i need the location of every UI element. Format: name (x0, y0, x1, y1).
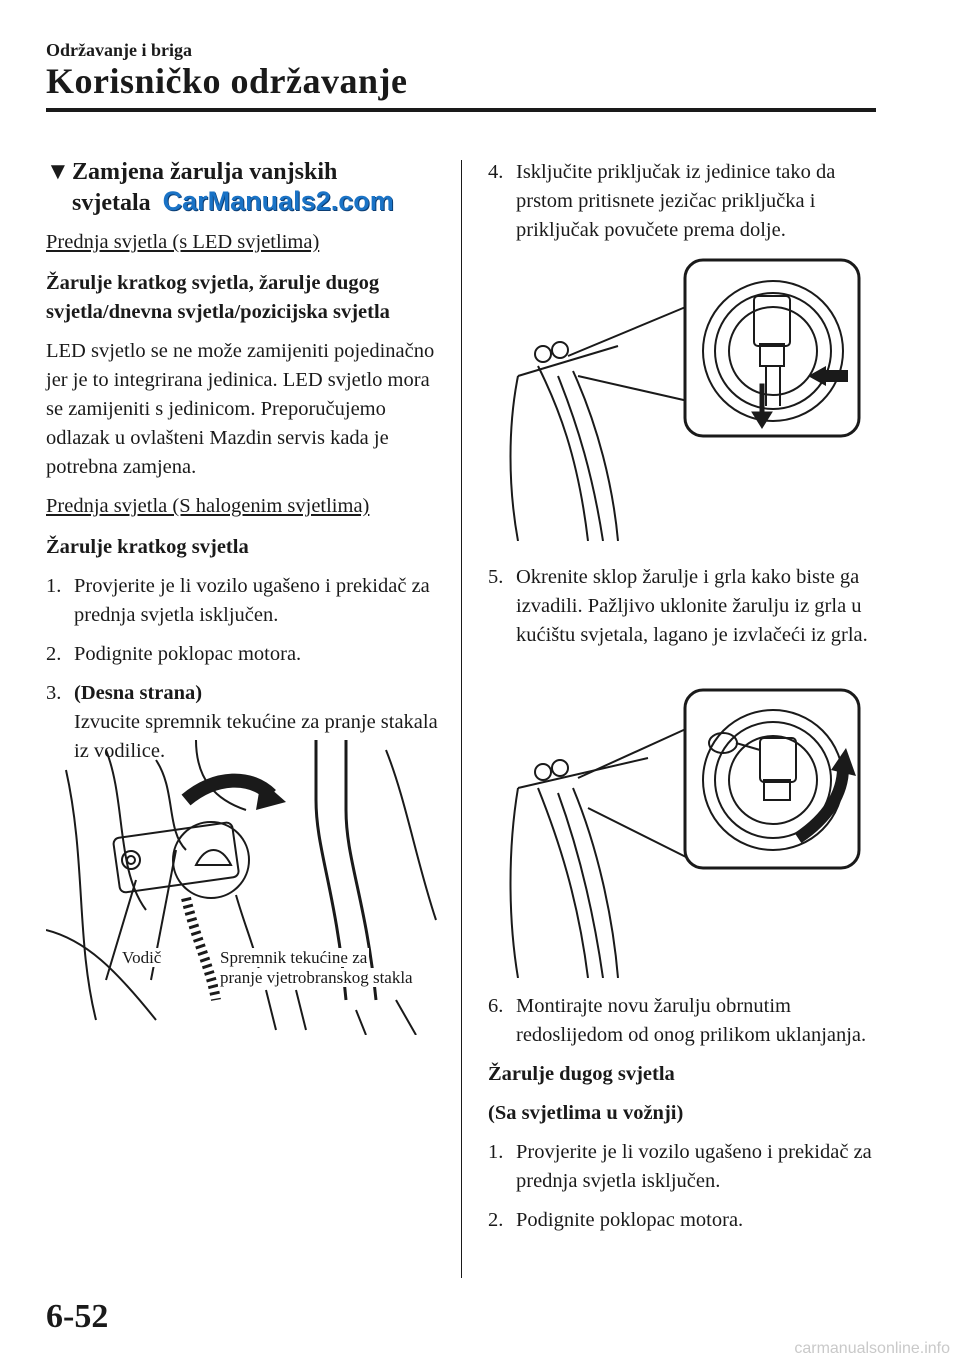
right-column-mid (488, 563, 880, 660)
figure-label-tank-2: pranje vjetrobranskog stakla (220, 968, 413, 987)
right-column-bottom (488, 992, 880, 1245)
column-divider (461, 160, 462, 1278)
list-item: 3. (Desna strana) Izvucite spremnik tekućine za pranje stakala iz vodilice. (46, 682, 438, 762)
halogen-subheading: Prednja svjetla (S halogenim svjetlima) (46, 495, 370, 517)
bulb-rotation-illustration (498, 688, 863, 978)
list-item: 2. Podignite poklopac motora. (46, 643, 302, 665)
led-bold-heading: Žarulje kratkog svjetla, žarulje dugog svjetla/dnevna svjetla/pozicijska svjetla (46, 272, 390, 323)
figure-label-tank-1: Spremnik tekućine za (220, 948, 368, 967)
high-beam-subheading: (Sa svjetlima u vožnji) (488, 1102, 684, 1124)
figure-label-guide: Vodič (122, 948, 162, 967)
list-item: 6. Montirajte novu žarulju obrnutim redoslijedom od onog prilikom uklanjanja. (488, 995, 867, 1046)
section-label: Održavanje i briga (46, 40, 192, 60)
list-item: 1. Provjerite je li vozilo ugašeno i prekidač za prednja svjetla isključen. (46, 575, 430, 626)
led-paragraph: LED svjetlo se ne može zamijeniti pojedinačno jer je to integrirana jedinica. LED svjetlo mora se zamijeniti s jedinicom. Preporučujemo odlazak u ovlašteni Mazdin servis kada je potrebna zamjena. (46, 340, 435, 478)
title-rule (46, 108, 876, 112)
section-heading: ▼ Zamjena žarulja vanjskih svjetala CarManuals2.com (46, 159, 394, 216)
list-item: 4. Isključite priključak iz jedinice tako da prstom pritisnete jezičac priključka i priključak povučete prema dolje. (488, 161, 836, 241)
triangle-bullet-icon: ▼ (46, 159, 70, 185)
low-beam-heading: Žarulje kratkog svjetla (46, 536, 249, 558)
page-title: Korisničko održavanje (46, 61, 408, 101)
left-column (46, 158, 438, 776)
footer-watermark: carmanualsonline.info (794, 1340, 950, 1357)
washer-tank-illustration (46, 740, 446, 1035)
list-item: 1. Provjerite je li vozilo ugašeno i prekidač za prednja svjetla isključen. (488, 1141, 872, 1192)
high-beam-heading: Žarulje dugog svjetla (488, 1063, 675, 1085)
right-column-top (488, 158, 880, 255)
watermark-text: CarManuals2.com (162, 186, 394, 216)
page-number: 6-52 (46, 1298, 109, 1335)
list-item: 5. Okrenite sklop žarulje i grla kako biste ga izvadili. Pažljivo uklonite žarulju iz grla u kućištu svjetala, lagano je izvlačeći iz grla. (488, 566, 868, 646)
led-subheading: Prednja svjetla (s LED svjetlima) (46, 231, 320, 253)
list-item: 2. Podignite poklopac motora. (488, 1209, 744, 1231)
connector-illustration (498, 256, 863, 541)
